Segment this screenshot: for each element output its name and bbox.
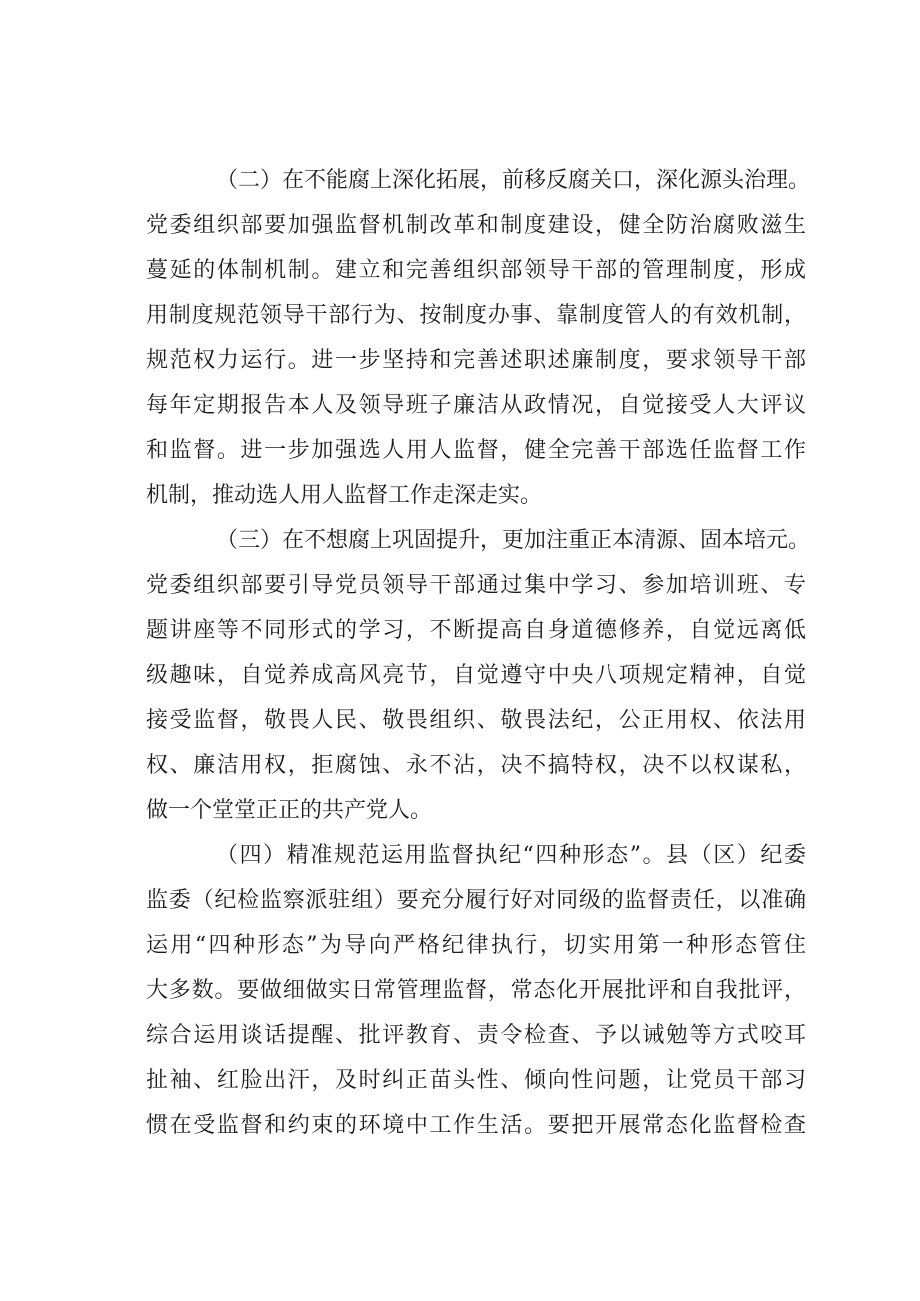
paragraph-line: 用制度规范领导干部行为、按制度办事、靠制度管人的有效机制， (146, 303, 806, 328)
document-body (146, 158, 811, 1148)
paragraph-line: 权、廉洁用权，拒腐蚀、永不沾，决不搞特权，决不以权谋私， (146, 753, 806, 778)
paragraph-line: 接受监督，敬畏人民、敬畏组织、敬畏法纪，公正用权、依法用 (146, 708, 806, 733)
paragraph-line: （三）在不想腐上巩固提升，更加注重正本清源、固本培元。 (216, 528, 811, 553)
paragraph-2 (146, 158, 811, 518)
paragraph-line: 监委（纪检监察派驻组）要充分履行好对同级的监督责任，以准确 (146, 888, 806, 913)
paragraph-line: （二）在不能腐上深化拓展，前移反腐关口，深化源头治理。 (216, 168, 811, 193)
paragraph-line: 和监督。进一步加强选人用人监督，健全完善干部选任监督工作 (146, 438, 806, 463)
paragraph-3 (146, 518, 811, 833)
paragraph-line: 每年定期报告本人及领导班子廉洁从政情况，自觉接受人大评议 (146, 393, 806, 418)
paragraph-4 (146, 833, 806, 1148)
paragraph-line: 扯袖、红脸出汗，及时纠正苗头性、倾向性问题，让党员干部习 (146, 1068, 806, 1093)
paragraph-line: 机制，推动选人用人监督工作走深走实。 (146, 483, 543, 508)
paragraph-line: 做一个堂堂正正的共产党人。 (146, 798, 433, 823)
paragraph-line: 党委组织部要加强监督机制改革和制度建设，健全防治腐败滋生 (146, 213, 806, 238)
paragraph-line: 大多数。要做细做实日常管理监督，常态化开展批评和自我批评， (146, 978, 806, 1003)
paragraph-line: 惯在受监督和约束的环境中工作生活。要把开展常态化监督检查 (146, 1113, 806, 1138)
paragraph-line: 题讲座等不同形式的学习，不断提高自身道德修养，自觉远离低 (146, 618, 806, 643)
paragraph-line: 运用“四种形态”为导向严格纪律执行，切实用第一种形态管住 (146, 933, 806, 958)
paragraph-line: （四）精准规范运用监督执纪“四种形态”。县（区）纪委 (216, 843, 806, 868)
paragraph-line: 级趣味，自觉养成高风亮节，自觉遵守中央八项规定精神，自觉 (146, 663, 806, 688)
paragraph-line: 规范权力运行。进一步坚持和完善述职述廉制度，要求领导干部 (146, 348, 806, 373)
paragraph-line: 蔓延的体制机制。建立和完善组织部领导干部的管理制度，形成 (146, 258, 806, 283)
paragraph-line: 党委组织部要引导党员领导干部通过集中学习、参加培训班、专 (146, 573, 806, 598)
paragraph-line: 综合运用谈话提醒、批评教育、责令检查、予以诫勉等方式咬耳 (146, 1023, 806, 1048)
